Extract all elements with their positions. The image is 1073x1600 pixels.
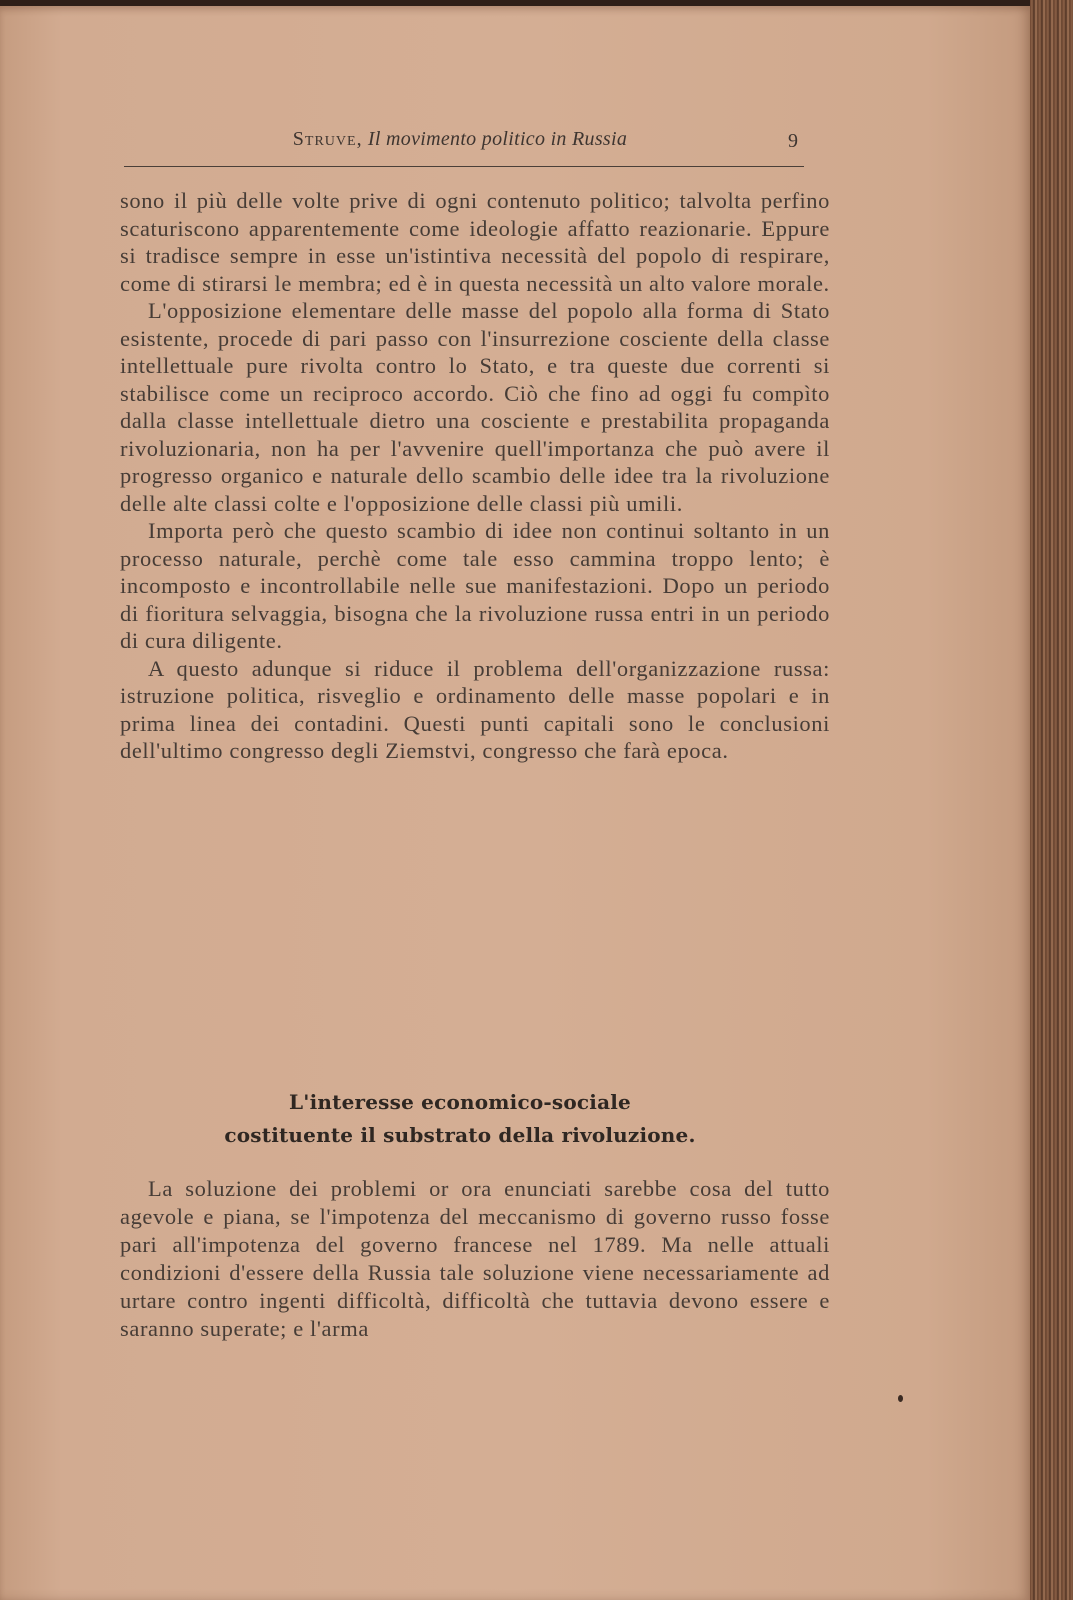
running-title-author: Struve,	[292, 128, 363, 150]
section-heading	[120, 1086, 800, 1152]
body-text	[120, 187, 830, 765]
section-heading-line-1: L'interesse economico-sociale	[289, 1090, 631, 1114]
ink-speck	[898, 1395, 903, 1402]
section-heading-line-2: costituente il substrato della rivoluzione.	[224, 1123, 696, 1147]
paragraph: Importa però che questo scambio di idee non continui soltanto in un processo naturale, perchè come tale esso cammina troppo lento; è incomposto e incontrollabile nelle sue manifestazioni. Dopo un periodo di fioritura selvaggia, bisogna che la rivoluzione russa entri in un periodo di cura diligente.	[120, 518, 830, 653]
paragraph: L'opposizione elementare delle masse del popolo alla forma di Stato esistente, procede di pari passo con l'insurrezione cosciente della classe intellettuale pure rivolta contro lo Stato, e tra queste due correnti si stabilisce come un reciproco accordo. Ciò che fino ad oggi fu compìto dalla classe intellettuale dietro una cosciente e prestabilita propaganda rivoluzionaria, non ha per l'avvenire quell'importanza che può avere il progresso organico e naturale dello scambio delle idee tra la rivoluzione delle alte classi colte e l'opposizione delle classi più umili.	[120, 298, 830, 516]
paragraph: A questo adunque si riduce il problema dell'organizzazione russa: istruzione politica, risveglio e ordinamento delle masse popolari e in prima linea dei contadini. Questi punti capitali sono le conclusioni dell'ultimo congresso degli Ziemstvi, congresso che farà epoca.	[120, 655, 830, 763]
section-body-text	[120, 1175, 830, 1343]
page-number: 9	[788, 130, 798, 152]
header-rule	[124, 166, 804, 167]
running-header	[110, 124, 810, 164]
running-title-text: Il movimento politico in Russia	[367, 128, 628, 150]
paragraph: sono il più delle volte prive di ogni contenuto politico; talvolta perfino scaturiscono apparentemente come ideologie affatto reazionarie. Eppure si tradisce sempre in esse un'istintiva necessità del popolo di respirare, come di stirarsi le membra; ed è in questa necessità un alto valore morale.	[120, 188, 830, 296]
running-title	[110, 128, 810, 151]
book-spine	[1030, 0, 1073, 1600]
paragraph: La soluzione dei problemi or ora enunciati sarebbe cosa del tutto agevole e piana, se l'impotenza del meccanismo di governo russo fosse pari all'impotenza del governo francese nel 1789. Ma nelle attuali condizioni d'essere della Russia tale soluzione viene necessariamente ad urtare contro ingenti difficoltà, difficoltà che tuttavia devono essere e saranno superate; e l'arma	[120, 1176, 830, 1341]
